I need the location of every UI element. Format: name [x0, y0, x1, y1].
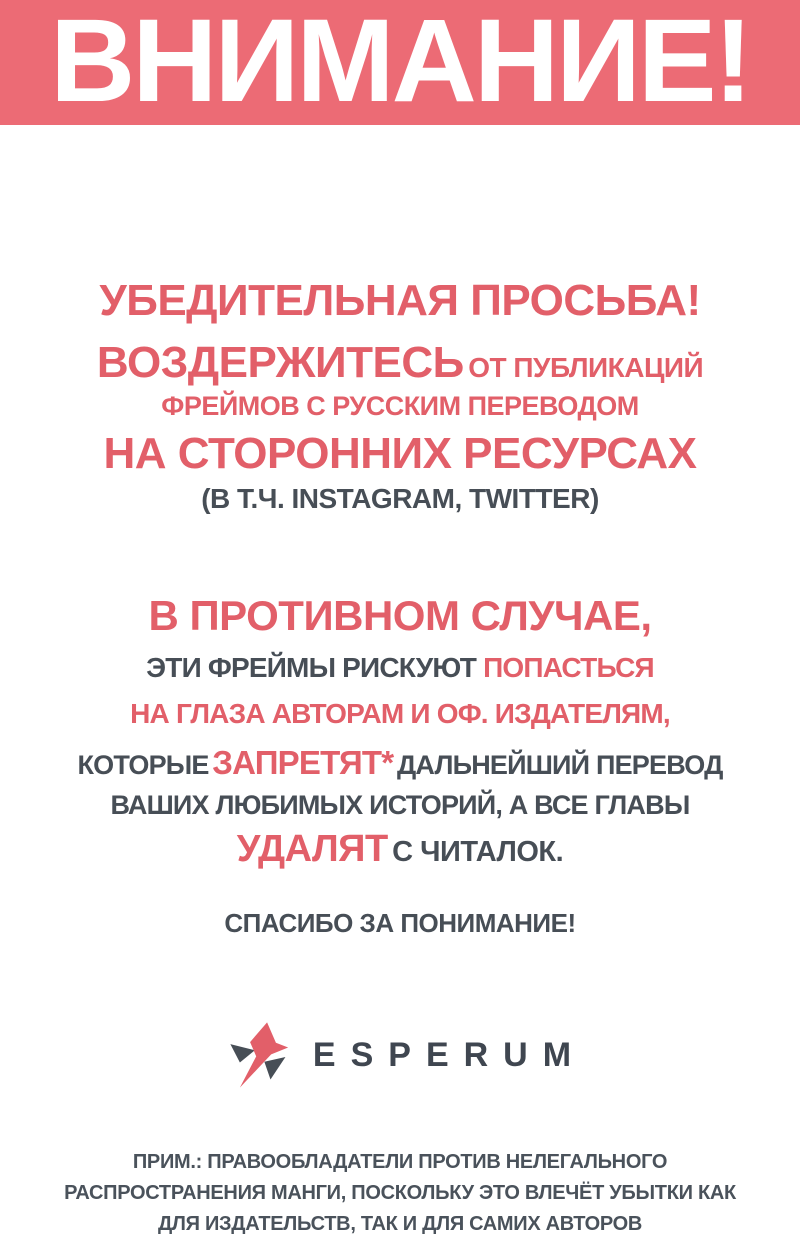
delete-rest: С ЧИТАЛОК.	[392, 835, 564, 868]
risk-line	[30, 651, 770, 685]
resources-heading: НА СТОРОННИХ РЕСУРСАХ	[103, 429, 697, 479]
ban-line	[30, 745, 770, 781]
delete-line	[30, 829, 770, 871]
esperum-logo	[30, 1019, 770, 1091]
risk-text-red: ПОПАСТЬСЯ	[483, 651, 654, 683]
risk-text-dark: ЭТИ ФРЕЙМЫ РИСКУЮТ	[146, 651, 477, 683]
star-icon	[229, 1019, 297, 1091]
ban-text-dark2: ДАЛЬНЕЙШИЙ ПЕРЕВОД	[397, 750, 723, 781]
delete-keyword: УДАЛЯТ	[236, 827, 388, 870]
footnote-line-3: ДЛЯ ИЗДАТЕЛЬСТВ, ТАК И ДЛЯ САМИХ АВТОРОВ	[157, 1213, 643, 1236]
stories-line: ВАШИХ ЛЮБИМЫХ ИСТОРИЙ, А ВСЕ ГЛАВЫ	[110, 789, 690, 820]
ban-keyword: ЗАПРЕТЯТ*	[212, 744, 394, 782]
attention-banner	[0, 0, 800, 125]
request-heading: УБЕДИТЕЛЬНАЯ ПРОСЬБА!	[99, 276, 701, 325]
refrain-keyword: ВОЗДЕРЖИТЕСЬ	[96, 338, 464, 388]
banner-title: ВНИМАНИЕ!	[50, 0, 750, 125]
footnote-line-1: ПРИМ.: ПРАВООБЛАДАТЕЛИ ПРОТИВ НЕЛЕГАЛЬНОГО	[132, 1151, 668, 1174]
refrain-line	[30, 338, 770, 388]
frames-line: ФРЕЙМОВ С РУССКИМ ПЕРЕВОДОМ	[161, 391, 639, 422]
otherwise-heading: В ПРОТИВНОМ СЛУЧАЕ,	[148, 591, 652, 639]
footnote-line-2: РАСПРОСТРАНЕНИЯ МАНГИ, ПОСКОЛЬКУ ЭТО ВЛЕЧЁТ УБЫТКИ КАК	[64, 1182, 736, 1205]
eyes-line: НА ГЛАЗА АВТОРАМ И ОФ. ИЗДАТЕЛЯМ,	[130, 698, 670, 730]
refrain-rest: ОТ ПУБЛИКАЦИЙ	[468, 352, 704, 384]
ban-text-dark1: КОТОРЫЕ	[77, 750, 209, 781]
notice-body	[0, 277, 800, 1240]
examples-line: (В Т.Ч. INSTAGRAM, TWITTER)	[201, 482, 599, 514]
thanks-line: СПАСИБО ЗА ПОНИМАНИЕ!	[224, 908, 576, 939]
footnote	[30, 1147, 770, 1240]
logo-wordmark: ESPERUM	[312, 1035, 587, 1074]
